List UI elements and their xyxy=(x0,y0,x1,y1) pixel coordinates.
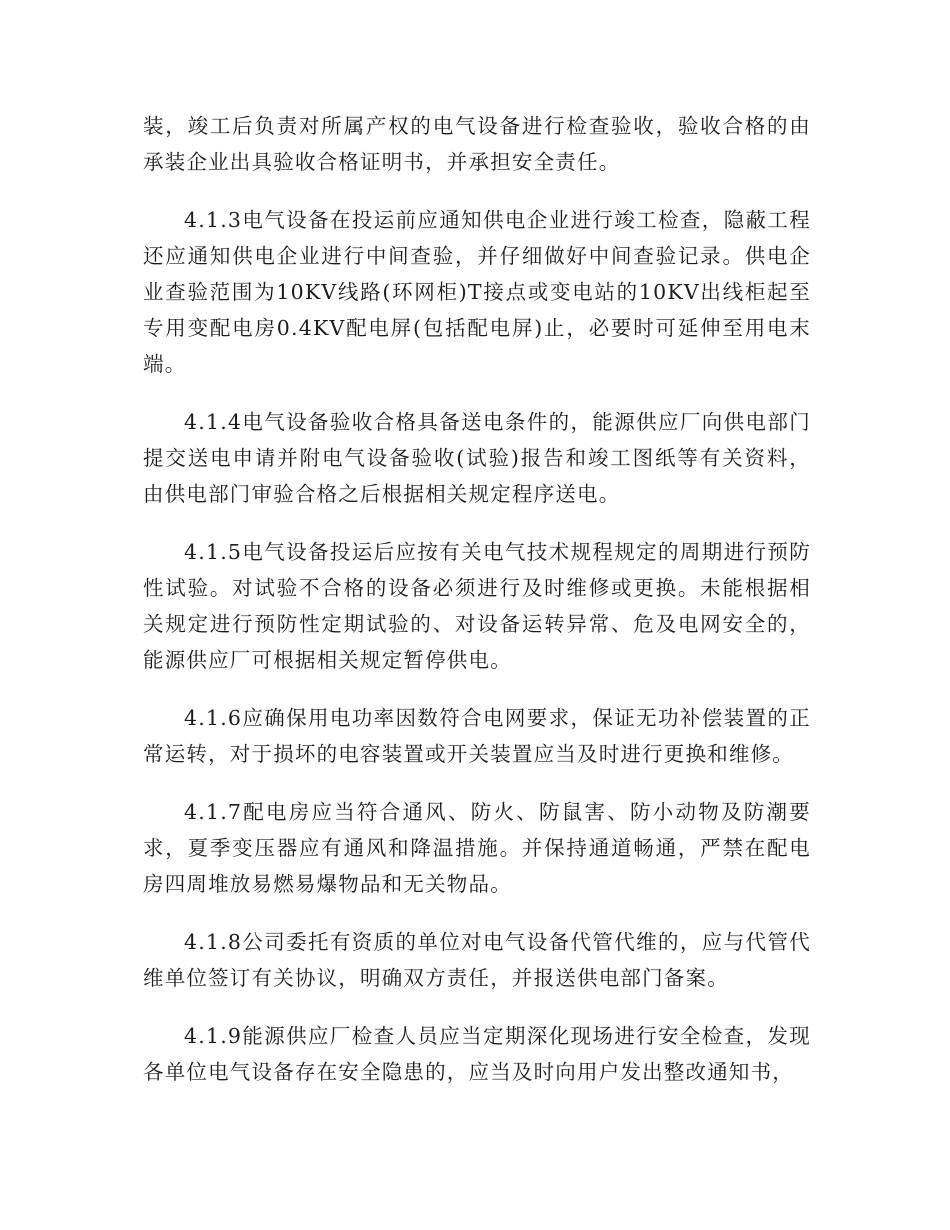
paragraph-4-1-3: 4.1.3电气设备在投运前应通知供电企业进行竣工检查，隐蔽工程还应通知供电企业进行中间查验，并仔细做好中间查验记录。供电企业查验范围为10KV线路(环网柜)T接点或变电站的10KV出线柜起至专用变配电房0.4KV配电屏(包括配电屏)止，必要时可延伸至用电末端。 xyxy=(143,208,811,376)
paragraph-4-1-7: 4.1.7配电房应当符合通风、防火、防鼠害、防小动物及防潮要求，夏季变压器应有通风和降温措施。并保持通道畅通，严禁在配电房四周堆放易燃易爆物品和无关物品。 xyxy=(143,800,811,896)
paragraph-continuation: 装，竣工后负责对所属产权的电气设备进行检查验收，验收合格的由承装企业出具验收合格证明书，并承担安全责任。 xyxy=(143,114,811,174)
paragraph-4-1-6: 4.1.6应确保用电功率因数符合电网要求，保证无功补偿装置的正常运转，对于损坏的电容装置或开关装置应当及时进行更换和维修。 xyxy=(143,706,811,766)
document-body xyxy=(143,108,811,1112)
paragraph-4-1-9: 4.1.9能源供应厂检查人员应当定期深化现场进行安全检查，发现各单位电气设备存在安全隐患的，应当及时向用户发出整改通知书， xyxy=(143,1024,811,1084)
paragraph-4-1-8: 4.1.8公司委托有资质的单位对电气设备代管代维的，应与代管代维单位签订有关协议，明确双方责任，并报送供电部门备案。 xyxy=(143,930,811,990)
paragraph-4-1-5: 4.1.5电气设备投运后应按有关电气技术规程规定的周期进行预防性试验。对试验不合格的设备必须进行及时维修或更换。未能根据相关规定进行预防性定期试验的、对设备运转异常、危及电网安全的，能源供应厂可根据相关规定暂停供电。 xyxy=(143,540,811,672)
paragraph-4-1-4: 4.1.4电气设备验收合格具备送电条件的，能源供应厂向供电部门提交送电申请并附电气设备验收(试验)报告和竣工图纸等有关资料，由供电部门审验合格之后根据相关规定程序送电。 xyxy=(143,410,811,506)
